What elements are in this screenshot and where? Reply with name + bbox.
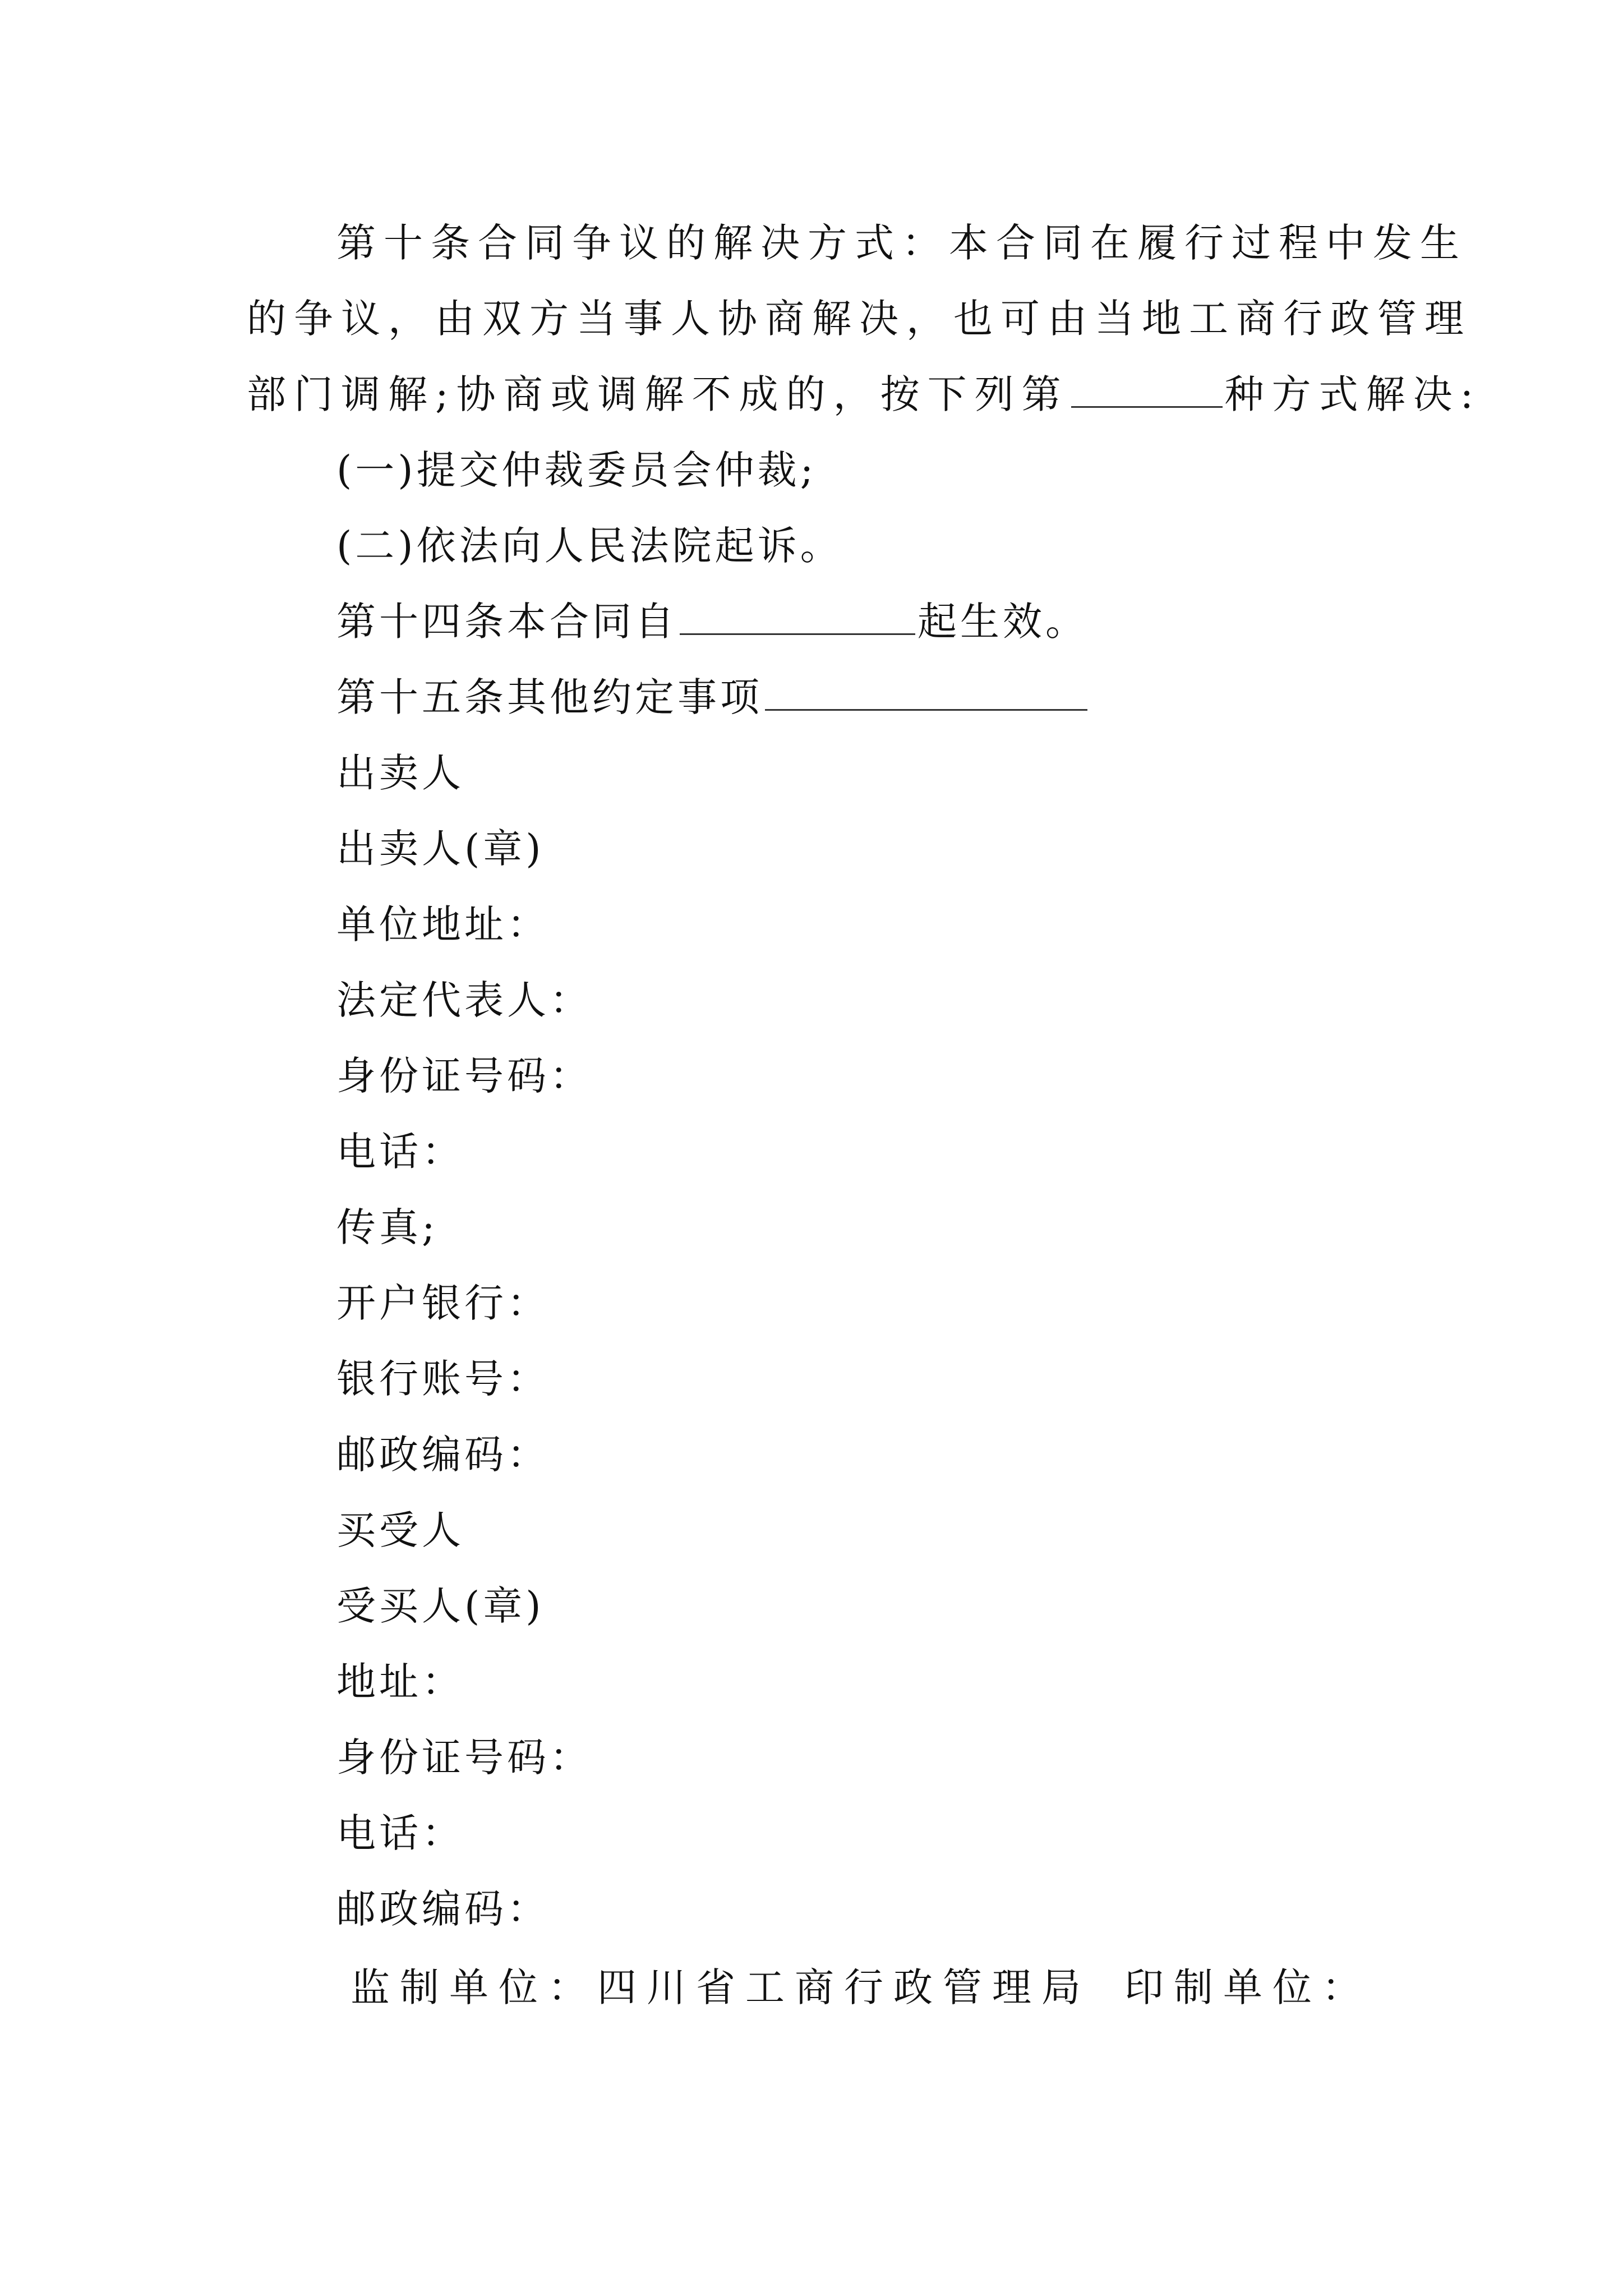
buyer-seal: 受买人(章) — [336, 1583, 545, 1629]
buyer-id-number-label: 身份证号码： — [336, 1734, 592, 1780]
article-15 — [336, 672, 1090, 723]
seller-postcode-label: 邮政编码： — [336, 1432, 550, 1478]
article-14-end: 起生效。 — [917, 599, 1088, 645]
seller-heading: 出卖人 — [336, 750, 464, 796]
buyer-address-label: 地址： — [336, 1659, 464, 1705]
seller-bank-label: 开户银行： — [336, 1280, 550, 1326]
footer — [351, 1962, 1371, 2013]
article-10-line-1: 第十条合同争议的解决方式：本合同在履行过程中发生 — [336, 220, 1467, 266]
seller-legal-rep-label: 法定代表人： — [336, 977, 592, 1023]
seller-id-number-label: 身份证号码： — [336, 1053, 592, 1099]
article-14-text: 第十四条本合同自 — [336, 599, 677, 645]
seller-phone-label: 电话： — [336, 1129, 464, 1175]
buyer-heading: 买受人 — [336, 1507, 464, 1553]
article-10-line-3 — [247, 369, 1481, 420]
option-court: (二)依法向人民法院起诉。 — [336, 523, 843, 569]
article-10-line-3-end: 种方式解决: — [1224, 371, 1482, 417]
article-10-line-3-text: 部门调解;协商或调解不成的，按下列第 — [247, 371, 1069, 417]
other-terms-blank — [765, 674, 1087, 711]
seller-address-label: 单位地址： — [336, 901, 550, 947]
buyer-phone-label: 电话： — [336, 1810, 464, 1856]
supervisor-unit: 监制单位：四川省工商行政管理局 — [351, 1964, 1091, 2010]
article-15-text: 第十五条其他约定事项 — [336, 674, 763, 720]
buyer-postcode-label: 邮政编码： — [336, 1886, 550, 1932]
seller-fax-label: 传真; — [336, 1204, 439, 1250]
article-10-line-2: 的争议，由双方当事人协商解决，也可由当地工商行政管理 — [247, 296, 1472, 342]
effective-date-blank — [680, 599, 915, 635]
dispute-method-blank — [1071, 371, 1223, 408]
seller-account-label: 银行账号： — [336, 1356, 550, 1402]
seller-seal: 出卖人(章) — [336, 826, 545, 872]
printer-unit: 印制单位： — [1124, 1964, 1371, 2010]
article-14 — [336, 596, 1088, 647]
option-arbitration: (一)提交仲裁委员会仲裁; — [336, 447, 817, 493]
